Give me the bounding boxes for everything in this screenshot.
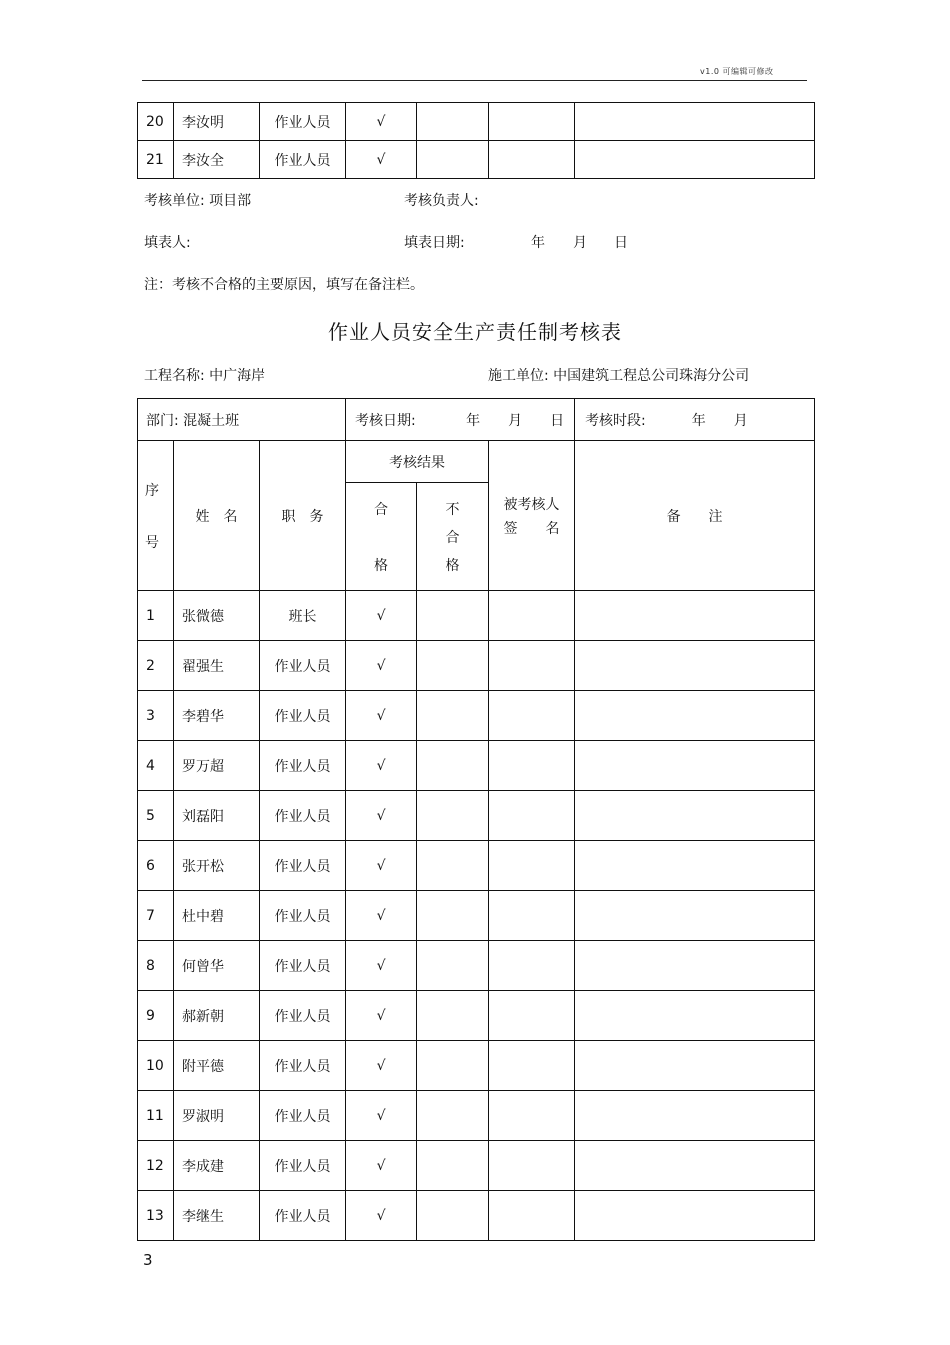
job-role: 作业人员: [260, 1041, 346, 1091]
department-row: [138, 399, 815, 441]
fail-mark: [417, 591, 489, 641]
row-number: 4: [138, 741, 174, 791]
row-number: 11: [138, 1091, 174, 1141]
name-header: 姓 名: [174, 441, 260, 591]
assessment-table-row: [138, 991, 815, 1041]
pass-mark: √: [346, 1191, 417, 1241]
project-name: 工程名称: 中广海岸: [144, 368, 266, 384]
remark-cell: [575, 1141, 815, 1191]
signature-cell: [489, 791, 575, 841]
row-number: 10: [138, 1041, 174, 1091]
fail-mark: [417, 1141, 489, 1191]
assessment-table-row: [138, 691, 815, 741]
fail-mark: [417, 741, 489, 791]
employee-name: 何曾华: [174, 941, 260, 991]
assessment-table-row: [138, 891, 815, 941]
pass-mark: √: [346, 791, 417, 841]
signature-cell: [489, 741, 575, 791]
remark-cell: [575, 741, 815, 791]
header-row-1: [138, 441, 815, 483]
filler-label: 填表人:: [144, 235, 191, 251]
fail-mark: [417, 891, 489, 941]
sign-header-2: 签 名: [503, 520, 560, 537]
fail-mark: [417, 841, 489, 891]
fail-header-1: 不: [445, 501, 460, 518]
pass-mark: √: [346, 841, 417, 891]
pass-mark: √: [346, 1141, 417, 1191]
employee-name: 郝新朝: [174, 991, 260, 1041]
contractor-name: 施工单位: 中国建筑工程总公司珠海分公司: [488, 368, 750, 384]
signature-cell: [489, 591, 575, 641]
assessment-table: [137, 398, 815, 1241]
pass-header-1: 合: [374, 501, 389, 518]
job-role: 作业人员: [260, 991, 346, 1041]
fill-date-day: 日: [614, 235, 628, 251]
employee-name: 张微德: [174, 591, 260, 641]
period-cell: [575, 399, 815, 441]
pass-mark: √: [346, 941, 417, 991]
exam-date-cell: [346, 399, 575, 441]
form-note: 注：考核不合格的主要原因，填写在备注栏。: [144, 277, 424, 293]
fail-mark: [417, 791, 489, 841]
employee-name: 李碧华: [174, 691, 260, 741]
remark-cell: [575, 1041, 815, 1091]
fail-mark: [417, 641, 489, 691]
fill-date-month: 月: [573, 235, 587, 251]
employee-name: 附平德: [174, 1041, 260, 1091]
remark-cell: [575, 641, 815, 691]
employee-name: 李继生: [174, 1191, 260, 1241]
fail-header-2: 合: [445, 529, 460, 546]
remark-cell: [575, 103, 815, 141]
employee-name: 罗万超: [174, 741, 260, 791]
role-header: 职 务: [260, 441, 346, 591]
employee-name: 罗淑明: [174, 1091, 260, 1141]
fail-mark: [417, 991, 489, 1041]
job-role: 作业人员: [260, 141, 346, 179]
signature-cell: [489, 691, 575, 741]
assessment-table-row: [138, 1041, 815, 1091]
form-title: 作业人员安全生产责任制考核表: [328, 320, 622, 344]
fail-mark: [417, 1041, 489, 1091]
remark-cell: [575, 1191, 815, 1241]
exam-date-day: 日: [550, 412, 565, 429]
fill-date-year: 年: [531, 235, 545, 251]
signature-cell: [489, 141, 575, 179]
row-number: 7: [138, 891, 174, 941]
header-divider: [142, 80, 807, 81]
pass-mark: √: [346, 591, 417, 641]
page-number: 3: [143, 1251, 153, 1269]
remark-cell: [575, 591, 815, 641]
row-number: 20: [138, 103, 174, 141]
fail-mark: [417, 1191, 489, 1241]
signature-cell: [489, 1041, 575, 1091]
fail-header-3: 格: [445, 557, 460, 574]
remark-cell: [575, 691, 815, 741]
exam-date-label: 考核日期:: [355, 412, 416, 429]
department-cell: 部门: 混凝土班: [138, 399, 346, 441]
employee-name: 杜中碧: [174, 891, 260, 941]
pass-mark: √: [346, 641, 417, 691]
assessment-table-row: [138, 1191, 815, 1241]
exam-date-year: 年: [466, 412, 481, 429]
pass-mark: √: [346, 103, 417, 141]
signature-cell: [489, 103, 575, 141]
pass-mark: √: [346, 141, 417, 179]
assessment-responsible-label: 考核负责人:: [404, 193, 479, 209]
signature-cell: [489, 641, 575, 691]
exam-date-month: 月: [508, 412, 523, 429]
fail-mark: [417, 141, 489, 179]
employee-name: 李成建: [174, 1141, 260, 1191]
assessment-table-row: [138, 791, 815, 841]
employee-name: 翟强生: [174, 641, 260, 691]
job-role: 班长: [260, 591, 346, 641]
job-role: 作业人员: [260, 1141, 346, 1191]
period-label: 考核时段:: [585, 412, 646, 429]
employee-name: 李汝全: [174, 141, 260, 179]
assessment-table-row: [138, 1091, 815, 1141]
row-number: 8: [138, 941, 174, 991]
fail-header: [417, 483, 489, 591]
remark-header: 备 注: [575, 441, 815, 591]
job-role: 作业人员: [260, 941, 346, 991]
remark-cell: [575, 891, 815, 941]
job-role: 作业人员: [260, 1091, 346, 1141]
job-role: 作业人员: [260, 641, 346, 691]
job-role: 作业人员: [260, 103, 346, 141]
signature-cell: [489, 1191, 575, 1241]
fail-mark: [417, 1091, 489, 1141]
seq-header-1: 序: [145, 482, 159, 499]
pass-mark: √: [346, 891, 417, 941]
assessment-table-row: [138, 741, 815, 791]
signature-cell: [489, 991, 575, 1041]
fail-mark: [417, 691, 489, 741]
top-table-row: [138, 103, 815, 141]
pass-mark: √: [346, 691, 417, 741]
job-role: 作业人员: [260, 891, 346, 941]
job-role: 作业人员: [260, 741, 346, 791]
seq-header-2: 号: [145, 534, 159, 551]
period-month: 月: [733, 412, 748, 429]
top-table-row: [138, 141, 815, 179]
top-table-body: [138, 103, 815, 179]
row-number: 21: [138, 141, 174, 179]
signature-cell: [489, 1091, 575, 1141]
remark-cell: [575, 141, 815, 179]
pass-mark: √: [346, 1091, 417, 1141]
row-number: 3: [138, 691, 174, 741]
pass-header: [346, 483, 417, 591]
remark-cell: [575, 941, 815, 991]
remark-cell: [575, 1091, 815, 1141]
pass-mark: √: [346, 991, 417, 1041]
row-number: 5: [138, 791, 174, 841]
job-role: 作业人员: [260, 841, 346, 891]
job-role: 作业人员: [260, 1191, 346, 1241]
remark-cell: [575, 791, 815, 841]
row-number: 6: [138, 841, 174, 891]
fail-mark: [417, 103, 489, 141]
result-group-header: 考核结果: [346, 441, 489, 483]
pass-mark: √: [346, 1041, 417, 1091]
signature-cell: [489, 891, 575, 941]
assessment-table-row: [138, 641, 815, 691]
sign-header: [489, 441, 575, 591]
signature-cell: [489, 1141, 575, 1191]
signature-cell: [489, 841, 575, 891]
remark-cell: [575, 991, 815, 1041]
row-number: 13: [138, 1191, 174, 1241]
signature-cell: [489, 941, 575, 991]
assessment-table-row: [138, 941, 815, 991]
top-table: [137, 102, 815, 179]
employee-name: 张开松: [174, 841, 260, 891]
row-number: 12: [138, 1141, 174, 1191]
remark-cell: [575, 841, 815, 891]
job-role: 作业人员: [260, 791, 346, 841]
row-number: 9: [138, 991, 174, 1041]
pass-header-2: 格: [374, 557, 389, 574]
row-number: 1: [138, 591, 174, 641]
row-number: 2: [138, 641, 174, 691]
employee-name: 李汝明: [174, 103, 260, 141]
fail-mark: [417, 941, 489, 991]
period-year: 年: [691, 412, 706, 429]
seq-header: [138, 441, 174, 591]
assessment-unit: 考核单位: 项目部: [144, 193, 252, 209]
assessment-table-row: [138, 591, 815, 641]
pass-mark: √: [346, 741, 417, 791]
header-note: v1.0 可编辑可修改: [700, 67, 774, 76]
fill-date-label: 填表日期:: [404, 235, 465, 251]
job-role: 作业人员: [260, 691, 346, 741]
assessment-table-row: [138, 1141, 815, 1191]
employee-name: 刘磊阳: [174, 791, 260, 841]
sign-header-1: 被考核人: [503, 496, 560, 513]
assessment-table-body: [138, 399, 815, 1241]
assessment-table-row: [138, 841, 815, 891]
